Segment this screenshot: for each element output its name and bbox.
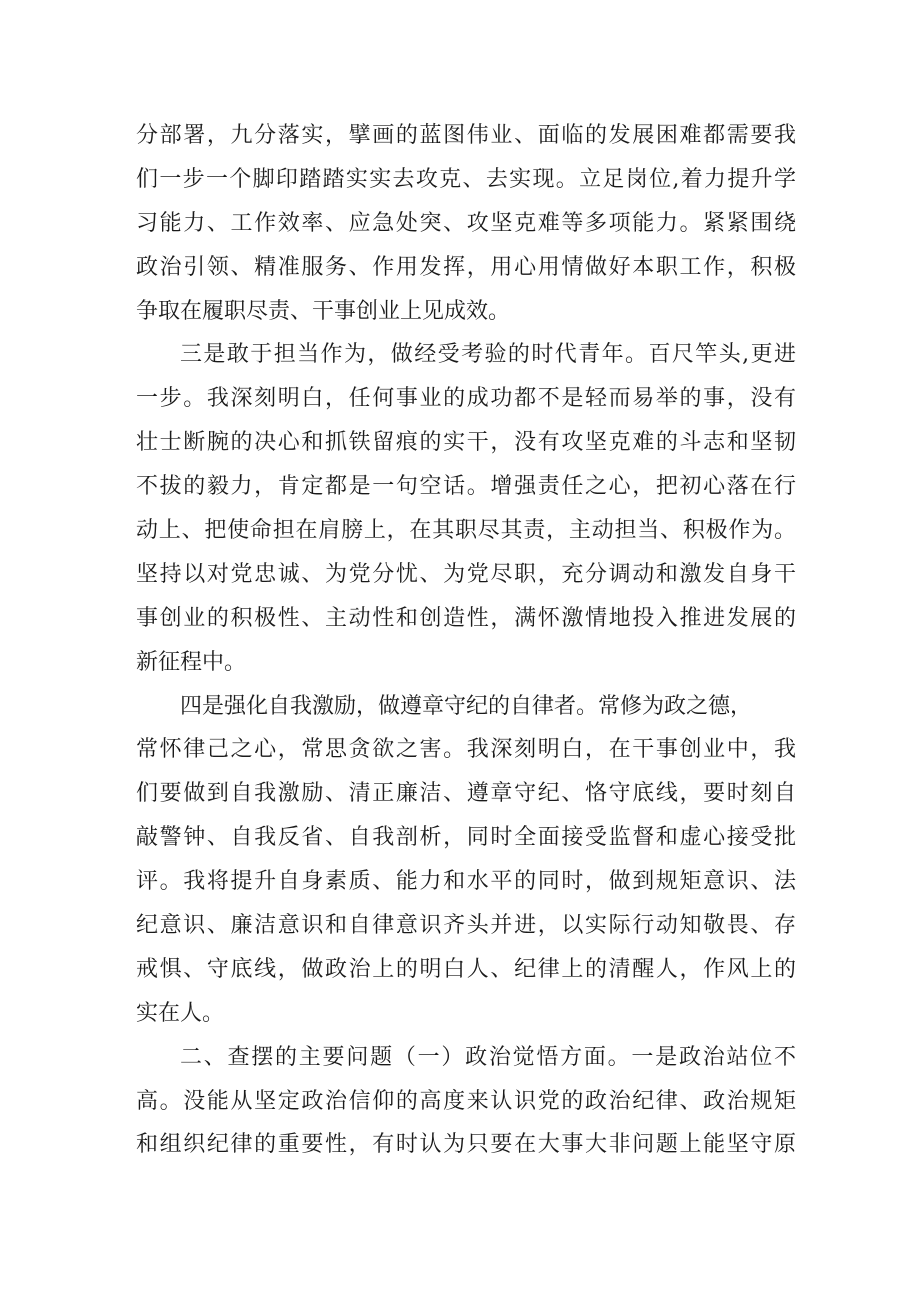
text-line: 政治引领、精准服务、作用发挥，用心用情做好本职工作，积极 [136,254,796,280]
text-line: 和组织纪律的重要性，有时认为只要在大事大非问题上能坚守原 [136,1132,796,1158]
text-line: 一步。我深刻明白，任何事业的成功都不是轻而易举的事，没有 [136,386,796,412]
text-line: 常怀律己之心，常思贪欲之害。我深刻明白，在干事创业中，我 [136,737,796,763]
text-line: 敲警钟、自我反省、自我剖析，同时全面接受监督和虚心接受批 [136,825,796,851]
text-line: 戒惧、守底线，做政治上的明白人、纪律上的清醒人，作风上的 [136,956,796,982]
text-line: 动上、把使命担在肩膀上，在其职尽其责，主动担当、积极作为。 [136,518,796,544]
text-line: 评。我将提升自身素质、能力和水平的同时，做到规矩意识、法 [136,869,796,895]
text-line: 实在人。 [136,1000,225,1026]
text-line: 三是敢于担当作为，做经受考验的时代青年。百尺竿头,更进 [180,342,796,368]
paragraph [136,333,796,684]
text-line: 事创业的积极性、主动性和创造性，满怀激情地投入推进发展的 [136,605,796,631]
text-line: 壮士断腕的决心和抓铁留痕的实干，没有攻坚克难的斗志和坚韧 [136,430,796,456]
text-line: 习能力、工作效率、应急处突、攻坚克难等多项能力。紧紧围绕 [136,210,796,236]
text-line: 们一步一个脚印踏踏实实去攻克、去实现。立足岗位,着力提升学 [136,166,796,192]
text-line: 分部署，九分落实，擘画的蓝图伟业、面临的发展困难都需要我 [136,123,796,148]
paragraph [136,685,796,1036]
text-line: 高。没能从坚定政治信仰的高度来认识党的政治纪律、政治规矩 [136,1088,796,1114]
text-line: 新征程中。 [136,649,247,675]
paragraph [136,114,796,333]
text-line: 四是强化自我激励，做遵章守纪的自律者。常修为政之德， [180,693,753,719]
text-line: 二、查摆的主要问题（一）政治觉悟方面。一是政治站位不 [180,1044,796,1070]
text-line: 纪意识、廉洁意识和自律意识齐头并进，以实际行动知敬畏、存 [136,913,796,939]
document-body [136,114,796,1167]
text-line: 们要做到自我激励、清正廉洁、遵章守纪、恪守底线，要时刻自 [136,781,796,807]
text-line: 坚持以对党忠诚、为党分忧、为党尽职，充分调动和激发自身干 [136,561,796,587]
text-line: 不拔的毅力，肯定都是一句空话。增强责任之心，把初心落在行 [136,474,796,500]
text-line: 争取在履职尽责、干事创业上见成效。 [136,298,511,324]
paragraph [136,1036,796,1168]
